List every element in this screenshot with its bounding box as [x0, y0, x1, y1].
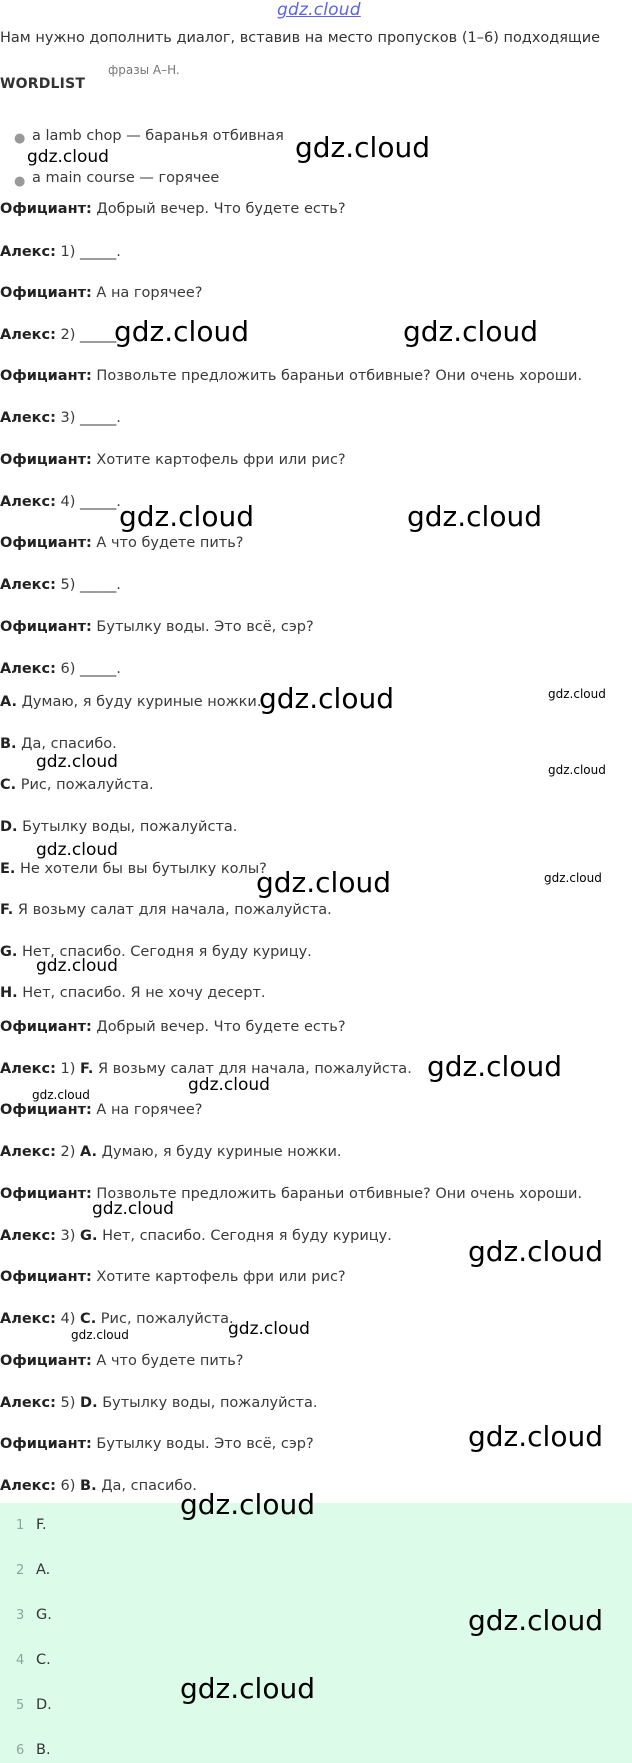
- dialog-line: [0, 494, 121, 510]
- watermark: gdz.cloud: [92, 1199, 174, 1219]
- answer-number: 2: [16, 1563, 25, 1578]
- speaker-colon: :: [86, 1019, 92, 1035]
- dialog-text: 2): [55, 1144, 81, 1160]
- bullet-dot-icon: ●: [14, 174, 26, 189]
- speaker-colon: :: [86, 368, 92, 384]
- dialog-filled-line: [0, 1269, 346, 1285]
- speaker-colon: :: [50, 1311, 56, 1327]
- dialog-text: 5): [55, 1395, 81, 1411]
- answer-row: [16, 1607, 52, 1623]
- dialog-text: А что будете пить?: [91, 535, 244, 551]
- answer-row: [16, 1562, 50, 1578]
- option-letter: H.: [0, 985, 18, 1001]
- watermark: gdz.cloud: [71, 1328, 129, 1342]
- watermark: gdz.cloud: [548, 763, 606, 777]
- site-logo[interactable]: gdz.cloud: [277, 0, 361, 20]
- option-text: Бутылку воды, пожалуйста.: [17, 819, 238, 835]
- dialog-line: [0, 535, 243, 551]
- speaker-name: Алекс: [0, 661, 51, 677]
- answer-value: B.: [36, 1742, 51, 1758]
- watermark: gdz.cloud: [259, 682, 394, 715]
- dialog-line: [0, 327, 121, 343]
- watermark: gdz.cloud: [180, 1672, 315, 1705]
- dialog-filled-line: [0, 1019, 346, 1035]
- watermark: gdz.cloud: [548, 687, 606, 701]
- answer-letter: B.: [80, 1478, 97, 1494]
- speaker-colon: :: [86, 1102, 92, 1118]
- dialog-filled-line: [0, 1353, 243, 1369]
- option-text: Не хотели бы вы бутылку колы?: [15, 861, 267, 877]
- watermark: gdz.cloud: [403, 315, 538, 348]
- dialog-line: [0, 619, 314, 635]
- option-text: Нет, спасибо. Сегодня я буду курицу.: [17, 944, 312, 960]
- speaker-colon: :: [86, 452, 92, 468]
- answer-value: D.: [36, 1697, 52, 1713]
- speaker-name: Алекс: [0, 1311, 51, 1327]
- speaker-name: Официант: [0, 285, 86, 301]
- wordlist-heading: WORDLIST: [0, 76, 86, 92]
- speaker-name: Официант: [0, 1269, 86, 1285]
- answer-text: Я возьму салат для начала, пожалуйста.: [93, 1061, 412, 1077]
- watermark: gdz.cloud: [188, 1075, 270, 1095]
- speaker-name: Алекс: [0, 1395, 51, 1411]
- dialog-text: 6) _____.: [55, 661, 121, 677]
- answer-number: 4: [16, 1653, 25, 1668]
- dialog-text: А на горячее?: [91, 1102, 203, 1118]
- dialog-line: [0, 577, 121, 593]
- dialog-line: [0, 368, 582, 384]
- answer-row: [16, 1742, 51, 1758]
- dialog-text: Хотите картофель фри или рис?: [91, 452, 346, 468]
- dialog-text: Позвольте предложить бараньи отбивные? Они очень хороши.: [91, 1186, 583, 1202]
- bullet-dot-icon: ●: [14, 131, 26, 146]
- answer-number: 3: [16, 1608, 25, 1623]
- dialog-text: 4): [55, 1311, 81, 1327]
- answer-number: 5: [16, 1698, 25, 1713]
- answer-number: 6: [16, 1743, 25, 1758]
- option-line: [0, 861, 267, 877]
- speaker-colon: :: [50, 410, 56, 426]
- dialog-line: [0, 661, 121, 677]
- answer-letter: G.: [80, 1228, 98, 1244]
- answer-text: Бутылку воды, пожалуйста.: [97, 1395, 318, 1411]
- dialog-line: [0, 201, 346, 217]
- speaker-colon: :: [86, 619, 92, 635]
- dialog-filled-line: [0, 1395, 317, 1411]
- option-line: [0, 985, 266, 1001]
- speaker-name: Алекс: [0, 1061, 51, 1077]
- dialog-filled-line: [0, 1228, 392, 1244]
- answer-letter: D.: [80, 1395, 98, 1411]
- watermark: gdz.cloud: [180, 1488, 315, 1521]
- speaker-colon: :: [50, 1228, 56, 1244]
- answer-value: F.: [36, 1517, 47, 1533]
- watermark: gdz.cloud: [119, 500, 254, 533]
- answer-value: A.: [36, 1562, 51, 1578]
- dialog-text: 5) _____.: [55, 577, 121, 593]
- dialog-text: А на горячее?: [91, 285, 203, 301]
- option-text: Нет, спасибо. Я не хочу десерт.: [17, 985, 266, 1001]
- watermark: gdz.cloud: [36, 840, 118, 860]
- speaker-name: Официант: [0, 201, 86, 217]
- option-line: [0, 777, 154, 793]
- dialog-filled-line: [0, 1311, 234, 1327]
- speaker-colon: :: [86, 201, 92, 217]
- watermark: gdz.cloud: [407, 500, 542, 533]
- dialog-text: 4) _____.: [55, 494, 121, 510]
- dialog-text: 1) _____.: [55, 244, 121, 260]
- speaker-colon: :: [86, 285, 92, 301]
- dialog-filled-line: [0, 1478, 197, 1494]
- option-line: [0, 694, 261, 710]
- speaker-colon: :: [50, 494, 56, 510]
- speaker-name: Официант: [0, 1436, 86, 1452]
- option-letter: F.: [0, 902, 14, 918]
- task-instruction-overflow: фразы A–H.: [108, 63, 180, 77]
- wordlist-item: a main course — горячее: [32, 170, 220, 186]
- speaker-colon: :: [86, 1269, 92, 1285]
- watermark: gdz.cloud: [27, 147, 109, 167]
- option-text: Думаю, я буду куриные ножки.: [17, 694, 262, 710]
- speaker-name: Официант: [0, 1019, 86, 1035]
- speaker-name: Алекс: [0, 244, 51, 260]
- speaker-name: Официант: [0, 1353, 86, 1369]
- watermark: gdz.cloud: [544, 871, 602, 885]
- dialog-text: Добрый вечер. Что будете есть?: [91, 1019, 346, 1035]
- speaker-colon: :: [86, 1353, 92, 1369]
- option-text: Рис, пожалуйста.: [16, 777, 154, 793]
- watermark: gdz.cloud: [468, 1235, 603, 1268]
- dialog-filled-line: [0, 1144, 342, 1160]
- speaker-colon: :: [50, 1144, 56, 1160]
- watermark: gdz.cloud: [32, 1088, 90, 1102]
- answer-row: [16, 1652, 51, 1668]
- option-letter: G.: [0, 944, 18, 960]
- wordlist-item: a lamb chop — баранья отбивная: [32, 128, 284, 144]
- dialog-text: Хотите картофель фри или рис?: [91, 1269, 346, 1285]
- option-text: Я возьму салат для начала, пожалуйста.: [13, 902, 332, 918]
- speaker-name: Официант: [0, 368, 86, 384]
- answer-letter: A.: [80, 1144, 98, 1160]
- answer-row: [16, 1697, 52, 1713]
- option-letter: A.: [0, 694, 17, 710]
- task-instruction: Нам нужно дополнить диалог, вставив на место пропусков (1–6) подходящие: [0, 30, 601, 46]
- dialog-text: 2) _____.: [55, 327, 121, 343]
- speaker-colon: :: [86, 1436, 92, 1452]
- speaker-colon: :: [50, 244, 56, 260]
- watermark: gdz.cloud: [468, 1420, 603, 1453]
- answer-text: Рис, пожалуйста.: [96, 1311, 234, 1327]
- option-letter: C.: [0, 777, 17, 793]
- watermark: gdz.cloud: [36, 752, 118, 772]
- option-line: [0, 736, 117, 752]
- answer-number: 1: [16, 1518, 25, 1533]
- dialog-line: [0, 244, 121, 260]
- watermark: gdz.cloud: [468, 1604, 603, 1637]
- dialog-text: А что будете пить?: [91, 1353, 244, 1369]
- dialog-text: 1): [55, 1061, 81, 1077]
- dialog-text: 3): [55, 1228, 81, 1244]
- dialog-filled-line: [0, 1436, 314, 1452]
- answer-letter: C.: [80, 1311, 97, 1327]
- watermark: gdz.cloud: [427, 1050, 562, 1083]
- speaker-name: Официант: [0, 1102, 86, 1118]
- speaker-name: Алекс: [0, 494, 51, 510]
- answer-text: Нет, спасибо. Сегодня я буду курицу.: [97, 1228, 392, 1244]
- answer-letter: F.: [80, 1061, 94, 1077]
- dialog-filled-line: [0, 1186, 582, 1202]
- dialog-filled-line: [0, 1102, 202, 1118]
- watermark: gdz.cloud: [228, 1319, 310, 1339]
- dialog-line: [0, 410, 121, 426]
- speaker-name: Алекс: [0, 1144, 51, 1160]
- answer-value: C.: [36, 1652, 51, 1668]
- dialog-text: Бутылку воды. Это всё, сэр?: [91, 1436, 314, 1452]
- dialog-text: 6): [55, 1478, 81, 1494]
- dialog-text: Бутылку воды. Это всё, сэр?: [91, 619, 314, 635]
- dialog-line: [0, 285, 202, 301]
- watermark: gdz.cloud: [114, 315, 249, 348]
- speaker-colon: :: [86, 535, 92, 551]
- dialog-text: Позвольте предложить бараньи отбивные? Они очень хороши.: [91, 368, 583, 384]
- speaker-name: Алекс: [0, 1478, 51, 1494]
- speaker-name: Алекс: [0, 327, 51, 343]
- option-letter: B.: [0, 736, 17, 752]
- answer-value: G.: [36, 1607, 52, 1623]
- option-line: [0, 819, 237, 835]
- speaker-colon: :: [86, 1186, 92, 1202]
- dialog-line: [0, 452, 346, 468]
- speaker-name: Алекс: [0, 410, 51, 426]
- speaker-colon: :: [50, 1478, 56, 1494]
- speaker-name: Официант: [0, 535, 86, 551]
- speaker-name: Алекс: [0, 577, 51, 593]
- dialog-text: 3) _____.: [55, 410, 121, 426]
- speaker-colon: :: [50, 1061, 56, 1077]
- option-text: Да, спасибо.: [16, 736, 117, 752]
- answer-row: [16, 1517, 47, 1533]
- speaker-colon: :: [50, 327, 56, 343]
- speaker-colon: :: [50, 577, 56, 593]
- option-line: [0, 902, 332, 918]
- speaker-colon: :: [50, 661, 56, 677]
- answer-text: Да, спасибо.: [96, 1478, 197, 1494]
- option-letter: E.: [0, 861, 16, 877]
- speaker-name: Официант: [0, 619, 86, 635]
- watermark: gdz.cloud: [36, 956, 118, 976]
- answer-text: Думаю, я буду куриные ножки.: [97, 1144, 342, 1160]
- speaker-name: Официант: [0, 1186, 86, 1202]
- dialog-text: Добрый вечер. Что будете есть?: [91, 201, 346, 217]
- speaker-name: Алекс: [0, 1228, 51, 1244]
- option-letter: D.: [0, 819, 18, 835]
- speaker-name: Официант: [0, 452, 86, 468]
- watermark: gdz.cloud: [295, 131, 430, 164]
- watermark: gdz.cloud: [256, 866, 391, 899]
- speaker-colon: :: [50, 1395, 56, 1411]
